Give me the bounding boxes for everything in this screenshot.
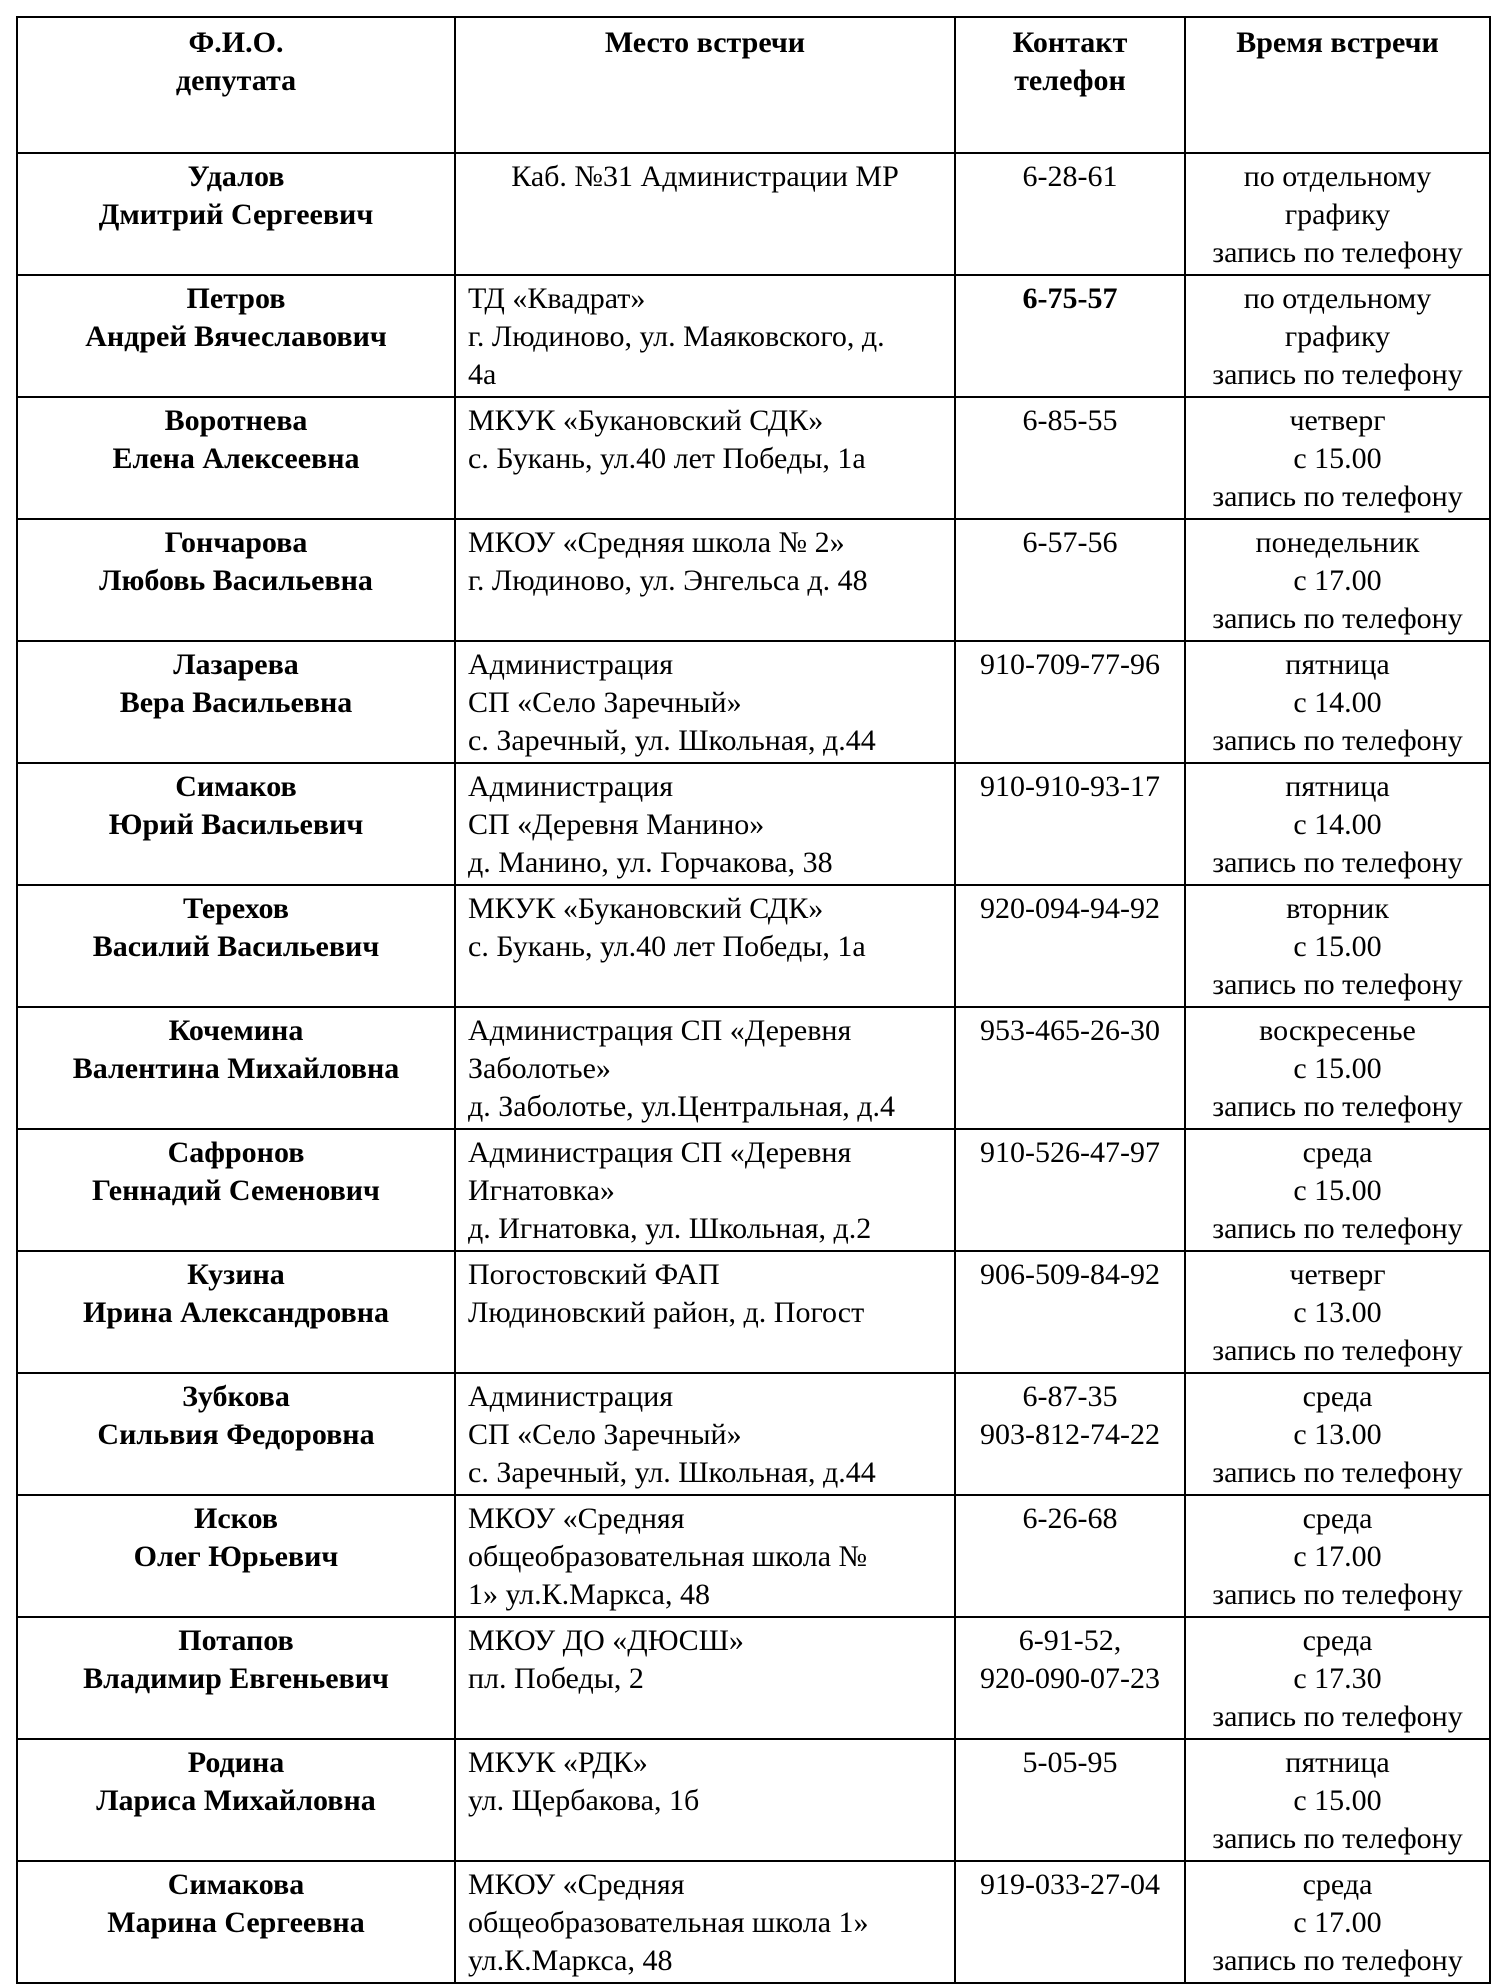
meeting-time-cell-line: с 17.30 (1293, 1662, 1382, 1695)
meeting-time-cell-line: запись по телефону (1212, 724, 1463, 757)
deputy-name-cell-line: Юрий Васильевич (108, 808, 364, 841)
meeting-place-cell (455, 763, 955, 885)
contact-phone-cell (955, 1129, 1185, 1251)
deputy-name-cell-line: Родина (187, 1746, 285, 1779)
meeting-place-cell (455, 275, 955, 397)
meeting-place-cell-line: СП «Село Заречный» (468, 1418, 742, 1451)
contact-phone-cell (955, 763, 1185, 885)
meeting-time-cell-line: среда (1302, 1868, 1373, 1901)
meeting-time-cell (1185, 641, 1490, 763)
meeting-time-cell-line: запись по телефону (1212, 968, 1463, 1001)
table-row (17, 641, 1490, 763)
meeting-place-cell (455, 1373, 955, 1495)
meeting-time-cell (1185, 153, 1490, 275)
contact-phone-cell (955, 1007, 1185, 1129)
meeting-place-cell-line: д. Игнатовка, ул. Школьная, д.2 (468, 1212, 872, 1245)
meeting-time-cell-line: с 13.00 (1293, 1418, 1382, 1451)
deputy-name-cell-line: Валентина Михайловна (72, 1052, 400, 1085)
meeting-time-cell-line: вторник (1286, 892, 1389, 925)
contact-phone-cell-line: 919-033-27-04 (980, 1868, 1160, 1901)
meeting-time-cell (1185, 1129, 1490, 1251)
meeting-time-cell-line: запись по телефону (1212, 602, 1463, 635)
meeting-place-cell-line: 1» ул.К.Маркса, 48 (468, 1578, 710, 1611)
deputy-name-cell-line: Вера Васильевна (119, 686, 353, 719)
meeting-time-cell-line: с 17.00 (1293, 1540, 1382, 1573)
meeting-time-cell-line: с 17.00 (1293, 1906, 1382, 1939)
deputy-name-cell (17, 1495, 455, 1617)
meeting-time-cell-line: понедельник (1255, 526, 1420, 559)
deputy-name-cell (17, 519, 455, 641)
meeting-place-cell-line: МКОУ «Средняя (468, 1868, 685, 1901)
table-row (17, 519, 1490, 641)
meeting-place-cell-line: ул.К.Маркса, 48 (468, 1944, 673, 1977)
deputy-name-cell (17, 397, 455, 519)
meeting-time-cell-line: с 15.00 (1293, 1174, 1382, 1207)
deputy-name-cell (17, 1129, 455, 1251)
meeting-place-cell-line: д. Заболотье, ул.Центральная, д.4 (468, 1090, 895, 1123)
deputy-name-cell-line: Лазарева (173, 648, 299, 681)
meeting-time-cell-line: с 15.00 (1293, 1052, 1382, 1085)
contact-phone-cell-line: 920-090-07-23 (980, 1662, 1160, 1695)
deputy-name-cell (17, 1373, 455, 1495)
deputy-name-cell (17, 1007, 455, 1129)
header-name (17, 17, 455, 153)
meeting-time-cell-line: с 14.00 (1293, 686, 1382, 719)
deputy-name-cell (17, 153, 455, 275)
meeting-time-cell-line: четверг (1289, 1258, 1386, 1291)
meeting-time-cell (1185, 885, 1490, 1007)
contact-phone-cell-line: 6-75-57 (1022, 282, 1118, 315)
table-row (17, 397, 1490, 519)
contact-phone-cell (955, 397, 1185, 519)
contact-phone-cell-line: 6-28-61 (1022, 160, 1118, 193)
table-row (17, 153, 1490, 275)
contact-phone-cell (955, 1495, 1185, 1617)
meeting-time-cell-line: среда (1302, 1136, 1373, 1169)
meeting-time-cell-line: запись по телефону (1212, 1578, 1463, 1611)
meeting-place-cell-line: МКОУ «Средняя (468, 1502, 685, 1535)
meeting-time-cell (1185, 275, 1490, 397)
meeting-time-cell-line: запись по телефону (1212, 1822, 1463, 1855)
header-text: депутата (175, 64, 297, 97)
deputy-name-cell-line: Симаков (175, 770, 297, 803)
contact-phone-cell-line: 903-812-74-22 (980, 1418, 1160, 1451)
contact-phone-cell-line: 6-85-55 (1022, 404, 1118, 437)
contact-phone-cell (955, 275, 1185, 397)
deputy-name-cell-line: Владимир Евгеньевич (83, 1662, 389, 1695)
meeting-place-cell (455, 885, 955, 1007)
contact-phone-cell-line: 6-57-56 (1022, 526, 1118, 559)
contact-phone-cell (955, 885, 1185, 1007)
table-body (17, 153, 1490, 1983)
meeting-place-cell-line: Заболотье» (468, 1052, 611, 1085)
meeting-place-cell-line: Людиновский район, д. Погост (468, 1296, 865, 1329)
contact-phone-cell-line: 6-26-68 (1022, 1502, 1118, 1535)
header-text: Место встречи (604, 26, 806, 59)
contact-phone-cell (955, 153, 1185, 275)
table-row (17, 1129, 1490, 1251)
meeting-place-cell (455, 519, 955, 641)
meeting-place-cell-line: с. Букань, ул.40 лет Победы, 1а (468, 442, 866, 475)
contact-phone-cell (955, 1251, 1185, 1373)
meeting-place-cell-line: Игнатовка» (468, 1174, 615, 1207)
meeting-place-cell-line: д. Манино, ул. Горчакова, 38 (468, 846, 833, 879)
deputy-name-cell (17, 1251, 455, 1373)
deputy-name-cell-line: Олег Юрьевич (133, 1540, 339, 1573)
meeting-place-cell-line: Администрация СП «Деревня (468, 1136, 852, 1169)
table-row (17, 1739, 1490, 1861)
meeting-place-cell-line: с. Букань, ул.40 лет Победы, 1а (468, 930, 866, 963)
meeting-time-cell-line: с 17.00 (1293, 564, 1382, 597)
deputy-name-cell-line: Сафронов (167, 1136, 305, 1169)
document-page (16, 16, 1489, 1984)
meeting-time-cell-line: запись по телефону (1212, 358, 1463, 391)
contact-phone-cell-line: 920-094-94-92 (980, 892, 1160, 925)
meeting-time-cell-line: запись по телефону (1212, 1090, 1463, 1123)
deputy-name-cell-line: Петров (186, 282, 286, 315)
meeting-time-cell-line: с 15.00 (1293, 1784, 1382, 1817)
deputy-name-cell-line: Любовь Васильевна (99, 564, 373, 597)
deputy-name-cell-line: Андрей Вячеславович (85, 320, 387, 353)
meeting-place-cell-line: общеобразовательная школа 1» (468, 1906, 869, 1939)
meeting-time-cell (1185, 1861, 1490, 1983)
contact-phone-cell-line: 910-709-77-96 (980, 648, 1160, 681)
table-row (17, 275, 1490, 397)
contact-phone-cell-line: 910-526-47-97 (980, 1136, 1160, 1169)
deputy-name-cell-line: Елена Алексеевна (112, 442, 360, 475)
deputy-name-cell (17, 641, 455, 763)
table-row (17, 885, 1490, 1007)
deputy-name-cell-line: Гончарова (164, 526, 308, 559)
meeting-place-cell-line: Администрация (468, 1380, 674, 1413)
meeting-time-cell-line: с 14.00 (1293, 808, 1382, 841)
meeting-time-cell-line: пятница (1285, 648, 1390, 681)
contact-phone-cell-line: 6-91-52, (1018, 1624, 1122, 1657)
table-header (17, 17, 1490, 153)
header-text: Ф.И.О. (188, 26, 284, 59)
meeting-time-cell-line: запись по телефону (1212, 1944, 1463, 1977)
meeting-place-cell-line: МКУК «Букановский СДК» (468, 404, 824, 437)
header-time (1185, 17, 1490, 153)
meeting-place-cell-line: Администрация (468, 648, 674, 681)
table-row (17, 1373, 1490, 1495)
meeting-time-cell (1185, 1739, 1490, 1861)
deputy-name-cell-line: Исков (194, 1502, 278, 1535)
table-row (17, 1617, 1490, 1739)
table-row (17, 1007, 1490, 1129)
deputy-name-cell-line: Василий Васильевич (92, 930, 380, 963)
contact-phone-cell (955, 1739, 1185, 1861)
meeting-place-cell-line: МКУК «Букановский СДК» (468, 892, 824, 925)
meeting-time-cell-line: запись по телефону (1212, 846, 1463, 879)
meeting-place-cell-line: СП «Село Заречный» (468, 686, 742, 719)
meeting-time-cell-line: пятница (1285, 770, 1390, 803)
header-place (455, 17, 955, 153)
deputy-name-cell-line: Кузина (187, 1258, 285, 1291)
deputy-name-cell-line: Симакова (167, 1868, 305, 1901)
meeting-time-cell-line: запись по телефону (1212, 1212, 1463, 1245)
deputy-name-cell (17, 275, 455, 397)
header-text: телефон (1014, 64, 1126, 97)
meeting-place-cell-line: ул. Щербакова, 1б (468, 1784, 700, 1817)
meeting-time-cell (1185, 763, 1490, 885)
deputy-name-cell (17, 1861, 455, 1983)
meeting-time-cell-line: воскресенье (1259, 1014, 1416, 1047)
meeting-time-cell (1185, 1373, 1490, 1495)
meeting-time-cell (1185, 397, 1490, 519)
header-text: Контакт (1012, 26, 1128, 59)
deputy-name-cell-line: Ирина Александровна (82, 1296, 389, 1329)
meeting-place-cell (455, 1861, 955, 1983)
meeting-time-cell-line: запись по телефону (1212, 1456, 1463, 1489)
deputy-name-cell (17, 1739, 455, 1861)
meeting-time-cell (1185, 1007, 1490, 1129)
meeting-time-cell (1185, 1617, 1490, 1739)
meeting-time-cell-line: графику (1284, 320, 1391, 353)
contact-phone-cell-line: 953-465-26-30 (980, 1014, 1160, 1047)
header-phone (955, 17, 1185, 153)
deputies-schedule-table (16, 16, 1491, 1984)
meeting-place-cell-line: г. Людиново, ул. Маяковского, д. (468, 320, 885, 353)
meeting-place-cell-line: Администрация (468, 770, 674, 803)
meeting-place-cell-line: СП «Деревня Манино» (468, 808, 765, 841)
meeting-place-cell (455, 1129, 955, 1251)
meeting-place-cell (455, 1251, 955, 1373)
contact-phone-cell-line: 6-87-35 (1022, 1380, 1118, 1413)
deputy-name-cell-line: Геннадий Семенович (92, 1174, 380, 1207)
meeting-place-cell (455, 153, 955, 275)
deputy-name-cell-line: Дмитрий Сергеевич (98, 198, 374, 231)
contact-phone-cell-line: 910-910-93-17 (980, 770, 1160, 803)
deputy-name-cell (17, 885, 455, 1007)
contact-phone-cell-line: 5-05-95 (1022, 1746, 1118, 1779)
deputy-name-cell-line: Лариса Михайловна (96, 1784, 376, 1817)
contact-phone-cell (955, 641, 1185, 763)
meeting-time-cell-line: графику (1284, 198, 1391, 231)
meeting-time-cell (1185, 1251, 1490, 1373)
contact-phone-cell (955, 1373, 1185, 1495)
meeting-time-cell-line: запись по телефону (1212, 1700, 1463, 1733)
meeting-time-cell (1185, 519, 1490, 641)
meeting-time-cell-line: с 13.00 (1293, 1296, 1382, 1329)
meeting-place-cell-line: г. Людиново, ул. Энгельса д. 48 (468, 564, 868, 597)
meeting-place-cell (455, 641, 955, 763)
deputy-name-cell-line: Марина Сергеевна (107, 1906, 365, 1939)
meeting-time-cell-line: среда (1302, 1502, 1373, 1535)
meeting-place-cell (455, 1495, 955, 1617)
deputy-name-cell-line: Терехов (183, 892, 289, 925)
meeting-place-cell-line: МКОУ ДО «ДЮСШ» (468, 1624, 744, 1657)
table-row (17, 1251, 1490, 1373)
meeting-time-cell-line: запись по телефону (1212, 480, 1463, 513)
meeting-time-cell-line: по отдельному (1243, 160, 1432, 193)
meeting-time-cell-line: четверг (1289, 404, 1386, 437)
contact-phone-cell (955, 1617, 1185, 1739)
deputy-name-cell-line: Зубкова (182, 1380, 290, 1413)
meeting-place-cell-line: с. Заречный, ул. Школьная, д.44 (468, 724, 876, 757)
meeting-time-cell-line: с 15.00 (1293, 442, 1382, 475)
deputy-name-cell-line: Сильвия Федоровна (97, 1418, 375, 1451)
deputy-name-cell-line: Удалов (187, 160, 285, 193)
deputy-name-cell (17, 1617, 455, 1739)
meeting-place-cell (455, 1617, 955, 1739)
meeting-place-cell (455, 1739, 955, 1861)
meeting-time-cell-line: с 15.00 (1293, 930, 1382, 963)
meeting-place-cell-line: с. Заречный, ул. Школьная, д.44 (468, 1456, 876, 1489)
contact-phone-cell (955, 519, 1185, 641)
meeting-time-cell-line: среда (1302, 1380, 1373, 1413)
meeting-time-cell-line: по отдельному (1243, 282, 1432, 315)
meeting-place-cell-line: пл. Победы, 2 (468, 1662, 644, 1695)
meeting-place-cell-line: общеобразовательная школа № (468, 1540, 868, 1573)
contact-phone-cell (955, 1861, 1185, 1983)
meeting-place-cell-line: МКОУ «Средняя школа № 2» (468, 526, 845, 559)
meeting-place-cell-line: Погостовский ФАП (468, 1258, 720, 1291)
header-row (17, 17, 1490, 153)
meeting-place-cell-line: Каб. №31 Администрации МР (511, 160, 899, 193)
deputy-name-cell-line: Воротнева (164, 404, 308, 437)
meeting-place-cell-line: Администрация СП «Деревня (468, 1014, 852, 1047)
meeting-place-cell (455, 397, 955, 519)
table-row (17, 1861, 1490, 1983)
meeting-place-cell-line: МКУК «РДК» (468, 1746, 648, 1779)
deputy-name-cell-line: Потапов (178, 1624, 294, 1657)
deputy-name-cell (17, 763, 455, 885)
header-text: Время встречи (1236, 26, 1439, 59)
meeting-time-cell-line: запись по телефону (1212, 1334, 1463, 1367)
meeting-time-cell-line: запись по телефону (1212, 236, 1463, 269)
meeting-time-cell (1185, 1495, 1490, 1617)
meeting-time-cell-line: среда (1302, 1624, 1373, 1657)
meeting-place-cell-line: 4а (468, 358, 497, 391)
meeting-place-cell (455, 1007, 955, 1129)
meeting-time-cell-line: пятница (1285, 1746, 1390, 1779)
table-row (17, 763, 1490, 885)
deputy-name-cell-line: Кочемина (168, 1014, 304, 1047)
contact-phone-cell-line: 906-509-84-92 (980, 1258, 1160, 1291)
table-row (17, 1495, 1490, 1617)
meeting-place-cell-line: ТД «Квадрат» (468, 282, 646, 315)
